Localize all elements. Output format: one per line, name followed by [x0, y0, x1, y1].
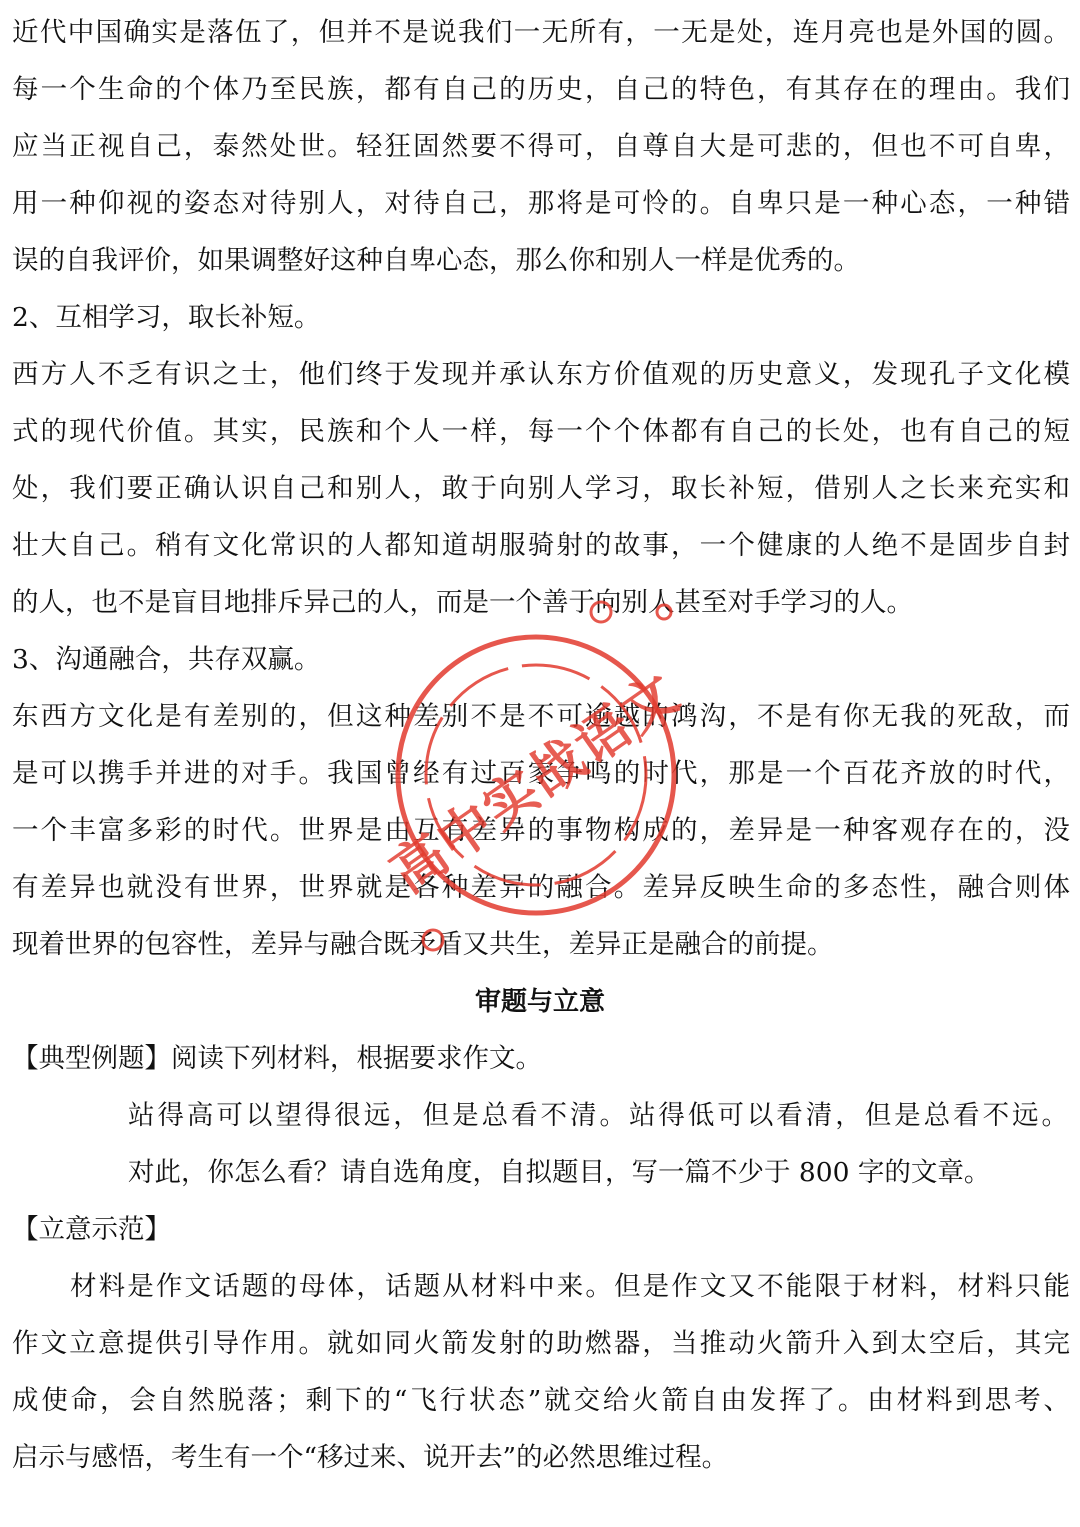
material-line: 对此，你怎么看？请自选角度，自拟题目，写一篇不少于 800 字的文章。 — [128, 1157, 991, 1188]
material-line: 站得高可以望得很远，但是总看不清。站得低可以看清，但是总看不远。 — [128, 1100, 1068, 1131]
demo-line: 启示与感悟，考生有一个“移过来、说开去”的必然思维过程。 — [12, 1442, 729, 1473]
body-line: 现着世界的包容性，差异与融合既矛盾又共生，差异正是融合的前提。 — [12, 929, 834, 960]
body-line: 每一个生命的个体乃至民族，都有自己的历史，自己的特色，有其存在的理由。我们 — [12, 74, 1070, 105]
body-line: 的人，也不是盲目地排斥异己的人，而是一个善于向别人甚至对手学习的人。 — [12, 587, 913, 618]
body-line: 壮大自己。稍有文化常识的人都知道胡服骑射的故事，一个健康的人绝不是固步自封 — [12, 530, 1070, 561]
body-line: 应当正视自己，泰然处世。轻狂固然要不得可，自尊自大是可悲的，但也不可自卑， — [12, 131, 1070, 162]
section-point-3: 3、沟通融合，共存双赢。 — [12, 644, 321, 675]
demo-line: 材料是作文话题的母体，话题从材料中来。但是作文又不能限于材料，材料只能 — [70, 1271, 1070, 1302]
demo-label: 【立意示范】 — [12, 1214, 171, 1245]
body-line: 近代中国确实是落伍了，但并不是说我们一无所有，一无是处，连月亮也是外国的圆。 — [12, 17, 1070, 48]
body-line: 用一种仰视的姿态对待别人，对待自己，那将是可怜的。自卑只是一种心态，一种错 — [12, 188, 1070, 219]
demo-line: 成使命，会自然脱落；剩下的“飞行状态”就交给火箭自由发挥了。由材料到思考、 — [12, 1385, 1070, 1416]
body-line: 处，我们要正确认识自己和别人，敢于向别人学习，取长补短，借别人之长来充实和 — [12, 473, 1070, 504]
body-line: 东西方文化是有差别的，但这种差别不是不可逾越的鸿沟，不是有你无我的死敌，而 — [12, 701, 1070, 732]
body-line: 一个丰富多彩的时代。世界是由互有差异的事物构成的，差异是一种客观存在的，没 — [12, 815, 1070, 846]
example-label: 【典型例题】阅读下列材料，根据要求作文。 — [12, 1043, 542, 1074]
body-line: 是可以携手并进的对手。我国曾经有过百家争鸣的时代，那是一个百花齐放的时代， — [12, 758, 1070, 789]
body-line: 有差异也就没有世界，世界就是各种差异的融合。差异反映生命的多态性，融合则体 — [12, 872, 1070, 903]
body-line: 西方人不乏有识之士，他们终于发现并承认东方价值观的历史意义，发现孔子文化模 — [12, 359, 1070, 390]
section-heading: 审题与立意 — [474, 987, 605, 1017]
body-line: 误的自我评价，如果调整好这种自卑心态，那么你和别人一样是优秀的。 — [12, 245, 860, 276]
demo-line: 作文立意提供引导作用。就如同火箭发射的助燃器，当推动火箭升入到太空后，其完 — [12, 1328, 1070, 1359]
body-line: 式的现代价值。其实，民族和个人一样，每一个个体都有自己的长处，也有自己的短 — [12, 416, 1070, 447]
section-point-2: 2、互相学习，取长补短。 — [12, 302, 321, 333]
watermark-text: 高中实战语文 — [379, 660, 691, 906]
